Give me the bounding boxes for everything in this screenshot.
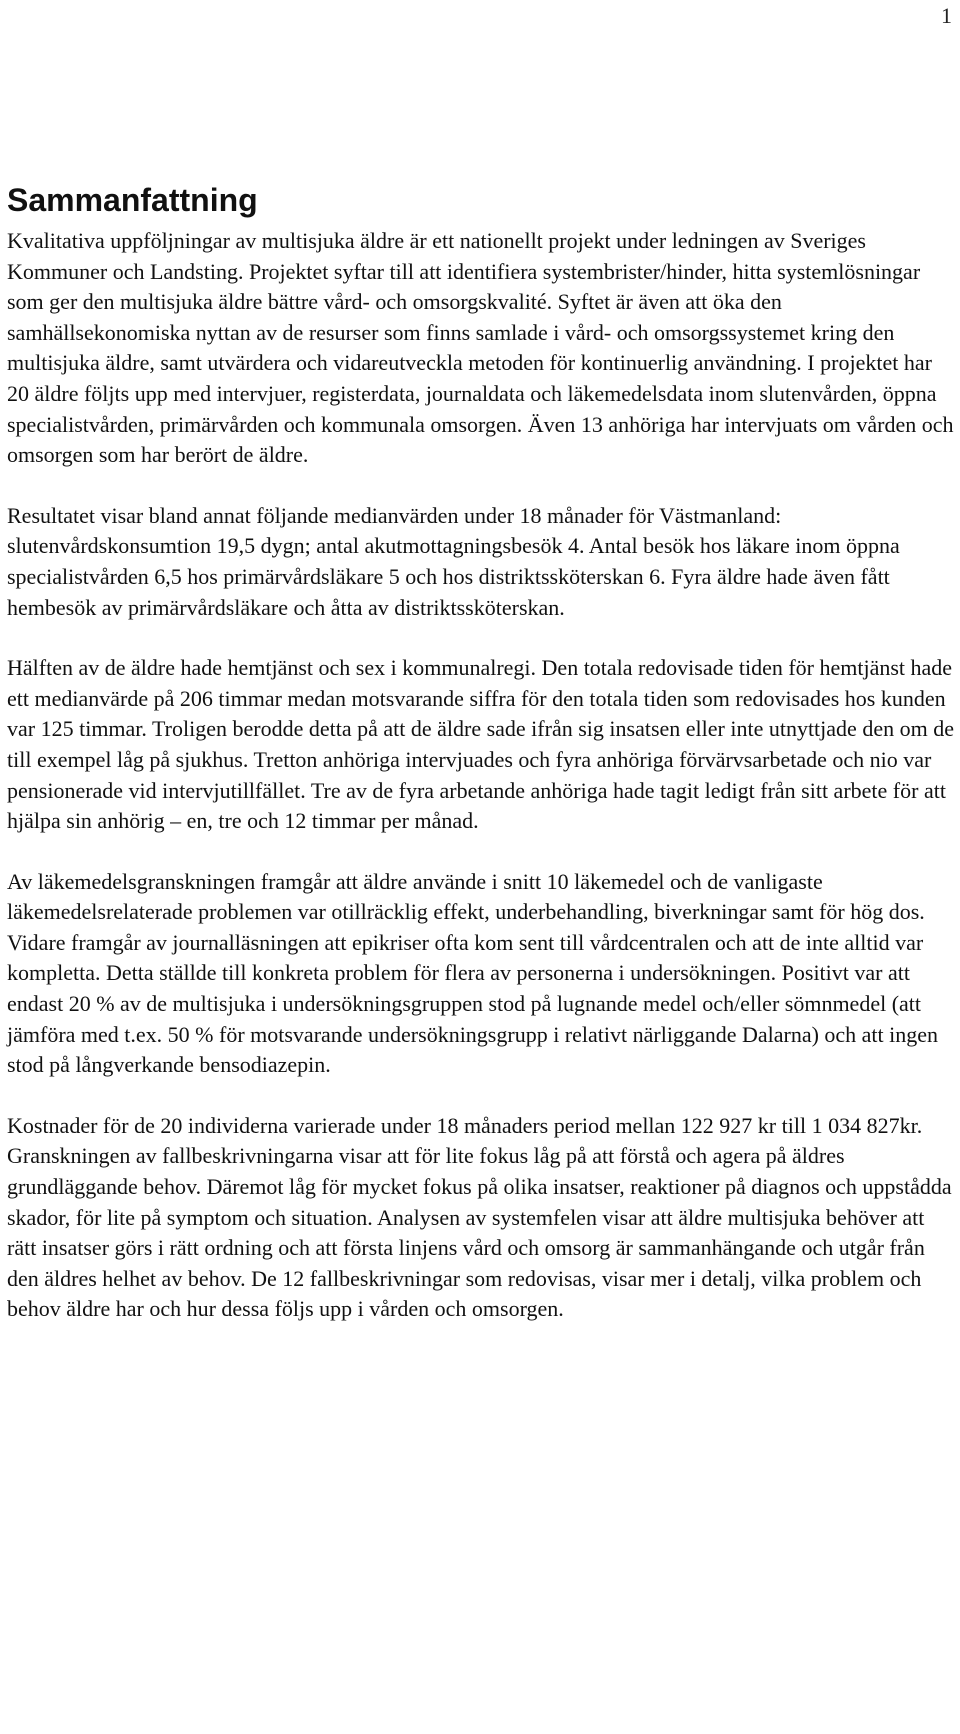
- paragraph-results: Resultatet visar bland annat följande medianvärden under 18 månader för Västmanland: slutenvårdskonsumtion 19,5 dygn; antal akutmottagningsbesök 4. Antal besök hos läkare inom öppna specialistvården 6,5 hos primärvårdsläkare 5 och hos distriktssköterskan 6. Fyra äldre hade även fått hembesök av primärvårdsläkare och åtta av distriktssköterskan.: [7, 502, 900, 620]
- page-number: 1: [941, 3, 952, 28]
- section-heading: Sammanfattning: [7, 182, 258, 218]
- paragraph-home-care: Hälften av de äldre hade hemtjänst och sex i kommunalregi. Den totala redovisade tiden för hemtjänst hade ett medianvärde på 206 timmar medan motsvarande siffra för den totala tiden som redovisades hos kunden var 125 timmar. Troligen berodde detta på att de äldre sade ifrån sig insatsen eller inte utnyttjade den om de till exempel låg på sjukhus. Tretton anhöriga intervjuades och fyra anhöriga förvärvsarbetade och nio var pensionerade vid intervjutillfället. Tre av de fyra arbetande anhöriga hade tagit ledigt från sitt arbete för att hjälpa sin anhörig – en, tre och 12 timmar per månad.: [7, 655, 954, 834]
- paragraph-medication-review: Av läkemedelsgranskningen framgår att äldre använde i snitt 10 läkemedel och de vanligaste läkemedelsrelaterade problemen var otillräcklig effekt, underbehandling, biverkningar samt för hög dos. Vidare framgår av journalläsningen att epikriser ofta kom sent till vårdcentralen och att de inte alltid var kompletta. Detta ställde till konkreta problem för flera av personerna i undersökningen. Positivt var att endast 20 % av de multisjuka i undersökningsgruppen stod på lugnande medel och/eller sömnmedel (att jämföra med t.ex. 50 % för motsvarande undersökningsgrupp i relativt närliggande Dalarna) och att ingen stod på långverkande bensodiazepin.: [7, 868, 939, 1078]
- paragraph-introduction: Kvalitativa uppföljningar av multisjuka äldre är ett nationellt projekt under ledningen av Sveriges Kommuner och Landsting. Projektet syftar till att identifiera systembrister/hinder, hitta systemlösningar som ger den multisjuka äldre bättre vård- och omsorgskvalité. Syftet är även att öka den samhällsekonomiska nyttan av de resurser som finns samlade i vård- och omsorgssystemet kring den multisjuka äldre, samt utvärdera och vidareutveckla metoden för kontinuerlig användning. I projektet har 20 äldre följts upp med intervjuer, registerdata, journaldata och läkemedelsdata inom slutenvården, öppna specialistvården, primärvården och kommunala omsorgen. Även 13 anhöriga har intervjuats om vården och omsorgen som har berört de äldre.: [7, 228, 954, 468]
- document-body: [7, 182, 955, 1325]
- paragraph-costs: Kostnader för de 20 individerna varierade under 18 månaders period mellan 122 927 kr till 1 034 827kr. Granskningen av fallbeskrivningarna visar att för lite fokus låg på att förstå och agera på äldres grundläggande behov. Däremot låg för mycket fokus på olika insatser, reaktioner på diagnos och uppstådda skador, för lite på symptom och situation. Analysen av systemfelen visar att äldre multisjuka behöver att rätt insatser görs i rätt ordning och att första linjens vård och omsorg är sammanhängande och utgår från den äldres helhet av behov. De 12 fallbeskrivningar som redovisas, visar mer i detalj, vilka problem och behov äldre har och hur dessa följs upp i vården och omsorgen.: [7, 1112, 952, 1322]
